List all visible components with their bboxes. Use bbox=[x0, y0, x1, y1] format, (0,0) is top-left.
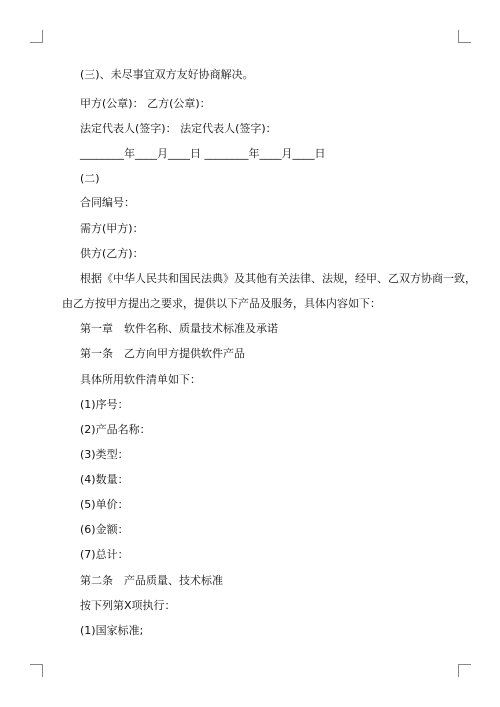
list-item-total: (7)总计： bbox=[80, 548, 129, 561]
preamble-paragraph-line-1: 根据《中华人民共和国民法典》及其他有关法律、法规，经甲、乙双方协商一致， bbox=[80, 272, 476, 285]
standard-selection-line: 按下列第X项执行： bbox=[80, 599, 176, 612]
article-one-heading: 第一条 乙方向甲方提供软件产品 bbox=[80, 347, 245, 360]
crop-mark-bottom-right bbox=[458, 664, 471, 677]
legal-representative-line: 法定代表人(签字)： 法定代表人(签字)： bbox=[80, 122, 277, 135]
contract-number-field: 合同编号： bbox=[80, 196, 135, 209]
list-item-amount: (6)金额： bbox=[80, 523, 129, 536]
software-list-intro: 具体所用软件清单如下： bbox=[80, 373, 201, 386]
clause-dispute-resolution: (三)、未尽事宜双方友好协商解决。 bbox=[80, 68, 254, 81]
article-two-heading: 第二条 产品质量、技术标准 bbox=[80, 574, 223, 587]
list-item-unit-price: (5)单价： bbox=[80, 498, 129, 511]
signature-date-line: ________年____月____日 ________年____月____日 bbox=[80, 147, 326, 160]
chapter-one-heading: 第一章 软件名称、质量技术标准及承诺 bbox=[80, 322, 278, 335]
crop-mark-top-left bbox=[30, 30, 43, 43]
list-item-serial-number: (1)序号： bbox=[80, 398, 129, 411]
supplier-party-field: 供方(乙方)： bbox=[80, 247, 144, 260]
preamble-paragraph-line-2: 由乙方按甲方提出之要求，提供以下产品及服务，具体内容如下： bbox=[62, 297, 381, 310]
national-standard-item: (1)国家标准; bbox=[80, 624, 144, 637]
buyer-party-field: 需方(甲方)： bbox=[80, 222, 144, 235]
crop-mark-top-right bbox=[458, 30, 471, 43]
list-item-product-name: (2)产品名称： bbox=[80, 423, 151, 436]
section-heading-two: (二) bbox=[80, 172, 100, 185]
party-seals-line: 甲方(公章)： 乙方(公章)： bbox=[80, 97, 211, 110]
crop-mark-bottom-left bbox=[30, 664, 43, 677]
list-item-type: (3)类型： bbox=[80, 448, 129, 461]
list-item-quantity: (4)数量： bbox=[80, 473, 129, 486]
